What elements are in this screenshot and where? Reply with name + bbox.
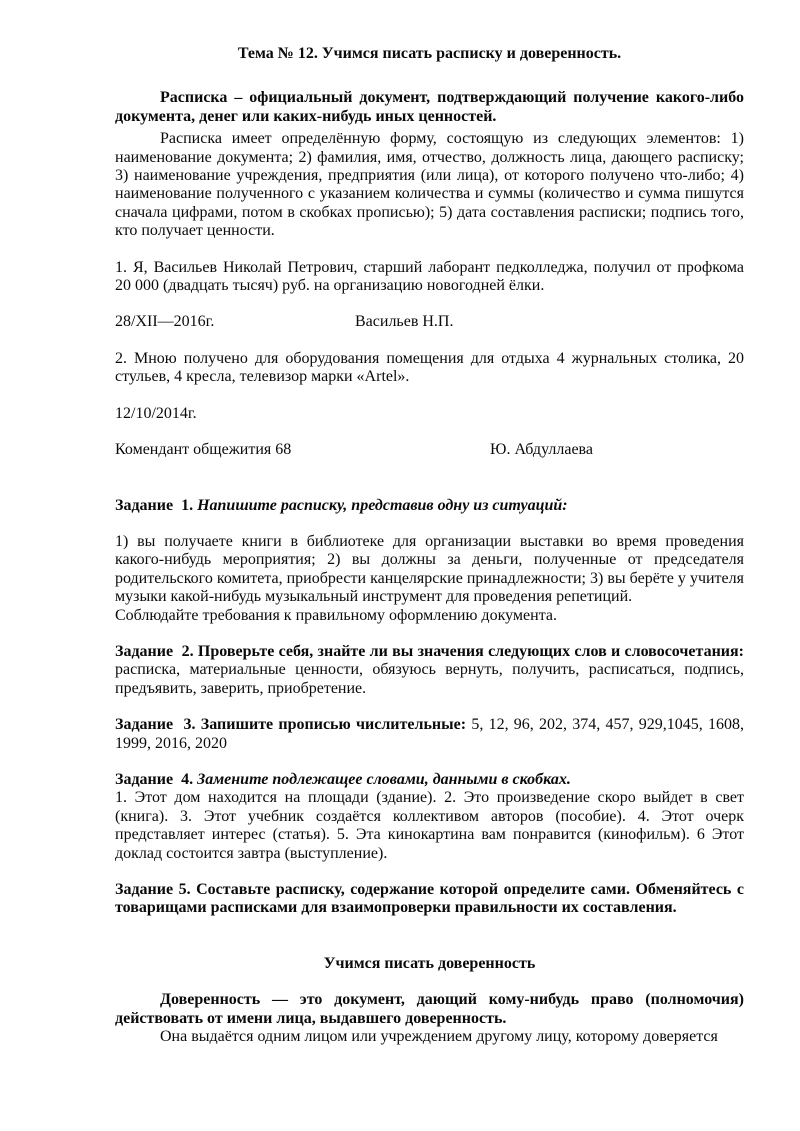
example1-signature-row bbox=[115, 313, 744, 331]
task1-heading bbox=[115, 497, 744, 515]
task1-body: 1) вы получаете книги в библиотеке для организации выставки во время проведения какого-нибудь мероприятия; 2) вы должны за деньги, полученные от председателя родительского комитета, приобрести канцелярские принадлежности; 3) вы берёте у учителя музыки какой-нибудь музыкальный инструмент для проведения репетиций. bbox=[115, 532, 744, 606]
task3 bbox=[115, 716, 744, 753]
example2-date: 12/10/2014г. bbox=[115, 404, 197, 422]
power-of-attorney-heading: Учимся писать доверенность bbox=[323, 954, 536, 972]
example1-signature: Васильев Н.П. bbox=[355, 313, 454, 331]
task4-body: 1. Этот дом находится на площади (здание). 2. Это произведение скоро выйдет в свет (книга). 3. Этот учебник создаётся коллективом авторов (пособие). 4. Этот очерк представляет интерес (статья). 5. Эта кинокартина вам понравится (кинофильм). 6 Этот доклад состоится завтра (выступление). bbox=[115, 789, 744, 862]
power-of-attorney-definition: Доверенность — это документ, дающий кому-нибудь право (полномочия) действовать от имени лица, выдавшего доверенность. bbox=[115, 991, 744, 1027]
task2 bbox=[115, 643, 744, 698]
task4-heading bbox=[115, 771, 744, 789]
task3-numbers: 5, 12, 96, 202, 374, 457, 929,1045, 1608, 1999, 2016, 2020 bbox=[115, 716, 745, 752]
task5: Задание 5. Составьте расписку, содержание которой определите сами. Обменяйтесь с товарищами расписками для взаимопроверки правильности их составления. bbox=[115, 881, 744, 917]
task2-label: Задание 2. Проверьте себя, знайте ли вы значения следующих слов и словосочетания: bbox=[115, 642, 744, 660]
receipt-example2-body: 2. Мною получено для оборудования помещения для отдыха 4 журнальных столика, 20 стульев, 4 кресла, телевизор марки «Artel». bbox=[115, 349, 744, 386]
document-title: Тема № 12. Учимся писать расписку и доверенность. bbox=[237, 45, 622, 62]
task3-label: Задание 3. Запишите прописью числительные: bbox=[115, 716, 467, 734]
example2-signature-row bbox=[115, 441, 744, 459]
task2-body: расписка, материальные ценности, обязуюсь вернуть, получить, расписаться, подпись, предъявить, заверить, приобретение. bbox=[115, 661, 744, 697]
task1-label: Задание 1. bbox=[115, 496, 194, 514]
receipt-example1-body: 1. Я, Васильев Николай Петрович, старший лаборант педколледжа, получил от профкома 20 000 (двадцать тысяч) руб. на организацию новогодней ёлки. bbox=[115, 258, 744, 295]
task1-note: Соблюдайте требования к правильному оформлению документа. bbox=[115, 606, 557, 624]
receipt-form-paragraph: Расписка имеет определённую форму, состоящую из следующих элементов: 1) наименование документа; 2) фамилия, имя, отчество, должность лица, дающего расписку; 3) наименование учреждения, предприятия (или лица), от которого получено что-либо; 4) наименование полученного с указанием количества и суммы (количество и сумма пишутся сначала цифрами, потом в скобках прописью); 5) дата составления расписки; подпись того, кто получает ценности. bbox=[115, 130, 744, 240]
example2-signature: Ю. Абдуллаева bbox=[490, 441, 593, 459]
example1-date: 28/XII—2016г. bbox=[115, 313, 215, 331]
example2-role: Комендант общежития 68 bbox=[115, 441, 292, 459]
task4-label: Задание 4. bbox=[115, 770, 194, 788]
task4-title: Замените подлежащее словами, данными в скобках. bbox=[197, 770, 571, 788]
task1-title: Напишите расписку, представив одну из ситуаций: bbox=[197, 496, 568, 514]
receipt-definition: Расписка – официальный документ, подтверждающий получение какого-либо документа, денег или каких-нибудь иных ценностей. bbox=[115, 89, 744, 125]
power-of-attorney-body: Она выдаётся одним лицом или учреждением другому лицу, которому доверяется bbox=[160, 1028, 718, 1046]
